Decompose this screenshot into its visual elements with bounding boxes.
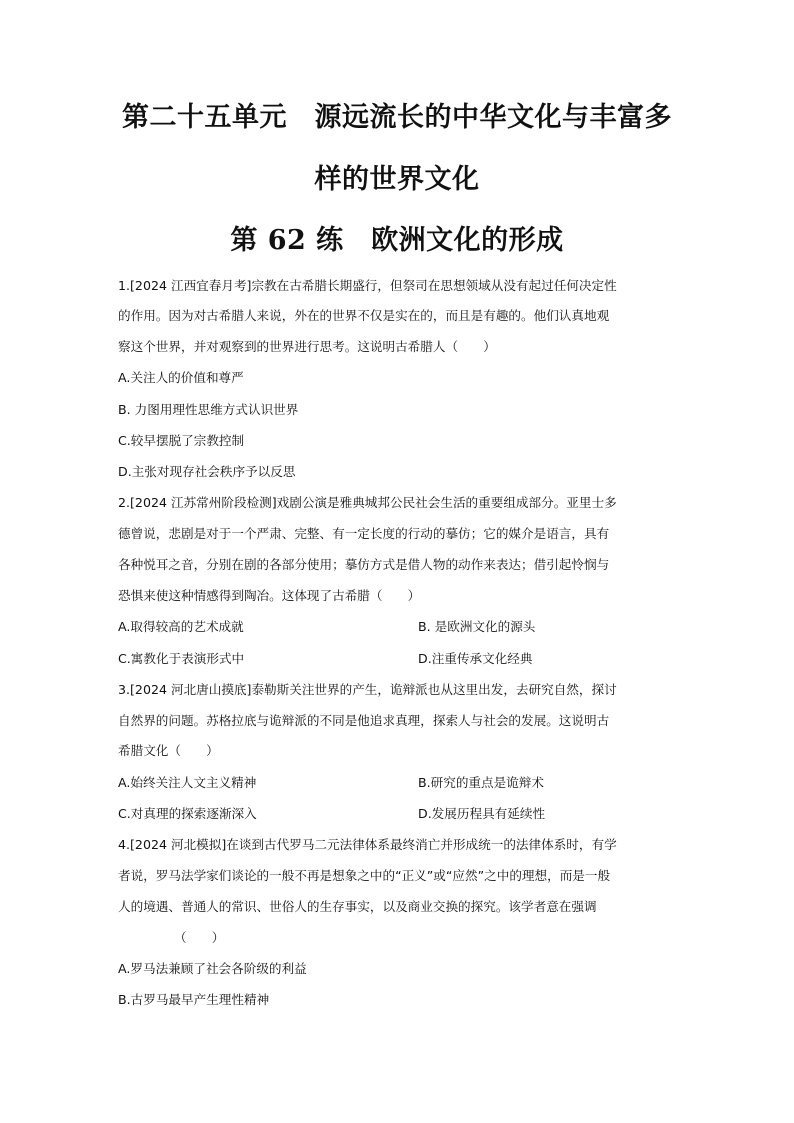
q3-option-row-1 (118, 774, 544, 792)
q1-option-b: B. 力图用理性思维方式认识世界 (118, 402, 299, 417)
q2-option-d: D.注重传承文化经典 (418, 651, 533, 666)
q1-stem-line-2: 的作用。因为对古希腊人来说，外在的世界不仅是实在的，而且是有趣的。他们认真地观 (118, 308, 610, 323)
q2-stem-line-3: 各种悦耳之音，分别在剧的各部分使用；摹仿方式是借人物的动作来表达；借引起怜悯与 (118, 557, 610, 572)
q2-option-row-1 (118, 618, 536, 636)
q4-stem-line-2: 者说，罗马法学家们谈论的一般不再是想象之中的“正义”或“应然”之中的理想，而是一般 (118, 868, 611, 883)
unit-title-line-2: 样的世界文化 (314, 164, 480, 195)
q3-option-d: D.发展历程具有延续性 (418, 806, 546, 821)
q4-stem-line-4: （ ） (174, 930, 225, 945)
q1-option-d: D.主张对现存社会秩序予以反思 (118, 464, 296, 479)
q2-option-a: A.取得较高的艺术成就 (118, 619, 244, 634)
q3-option-row-2 (118, 805, 546, 823)
q4-stem-line-3: 人的境遇、普通人的常识、世俗人的生存事实，以及商业交换的探究。该学者意在强调 (118, 899, 597, 914)
q3-stem-line-1: 3.[2024 河北唐山摸底]泰勒斯关注世界的产生，诡辩派也从这里出发，去研究自然，探讨 (118, 682, 617, 697)
q2-stem-line-1: 2.[2024 江苏常州阶段检测]戏剧公演是雅典城邦公民社会生活的重要组成部分。亚里士多 (118, 495, 617, 510)
q3-option-b: B.研究的重点是诡辩术 (418, 775, 544, 790)
q3-stem-line-3: 希腊文化（ ） (118, 743, 219, 758)
q2-stem-line-4: 恐惧来使这种情感得到陶冶。这体现了古希腊（ ） (118, 588, 421, 603)
q4-option-b: B.古罗马最早产生理性精神 (118, 992, 270, 1007)
unit-title-line-1: 第二十五单元 源远流长的中华文化与丰富多 (122, 102, 672, 133)
q4-stem-line-1: 4.[2024 河北模拟]在谈到古代罗马二元法律体系最终消亡并形成统一的法律体系时，有学 (118, 837, 617, 852)
q1-stem-line-3: 察这个世界，并对观察到的世界进行思考。这说明古希腊人（ ） (118, 339, 496, 354)
q1-option-c: C.较早摆脱了宗教控制 (118, 433, 245, 448)
q2-option-c: C.寓教化于表演形式中 (118, 651, 245, 666)
q1-option-a: A.关注人的价值和尊严 (118, 370, 244, 385)
q2-option-b: B. 是欧洲文化的源头 (418, 619, 536, 634)
q3-option-c: C.对真理的探索逐渐深入 (118, 806, 257, 821)
lesson-title: 第 62 练 欧洲文化的形成 (230, 225, 564, 256)
q2-option-row-2 (118, 650, 533, 668)
q3-stem-line-2: 自然界的问题。苏格拉底与诡辩派的不同是他追求真理，探索人与社会的发展。这说明古 (118, 713, 610, 728)
q3-option-a: A.始终关注人文主义精神 (118, 775, 257, 790)
q4-option-a: A.罗马法兼顾了社会各阶级的利益 (118, 961, 307, 976)
q2-stem-line-2: 德曾说，悲剧是对于一个严肃、完整、有一定长度的行动的摹仿；它的媒介是语言，具有 (118, 526, 610, 541)
q1-stem-line-1: 1.[2024 江西宜春月考]宗教在古希腊长期盛行，但祭司在思想领域从没有起过任何决定性 (118, 278, 617, 293)
